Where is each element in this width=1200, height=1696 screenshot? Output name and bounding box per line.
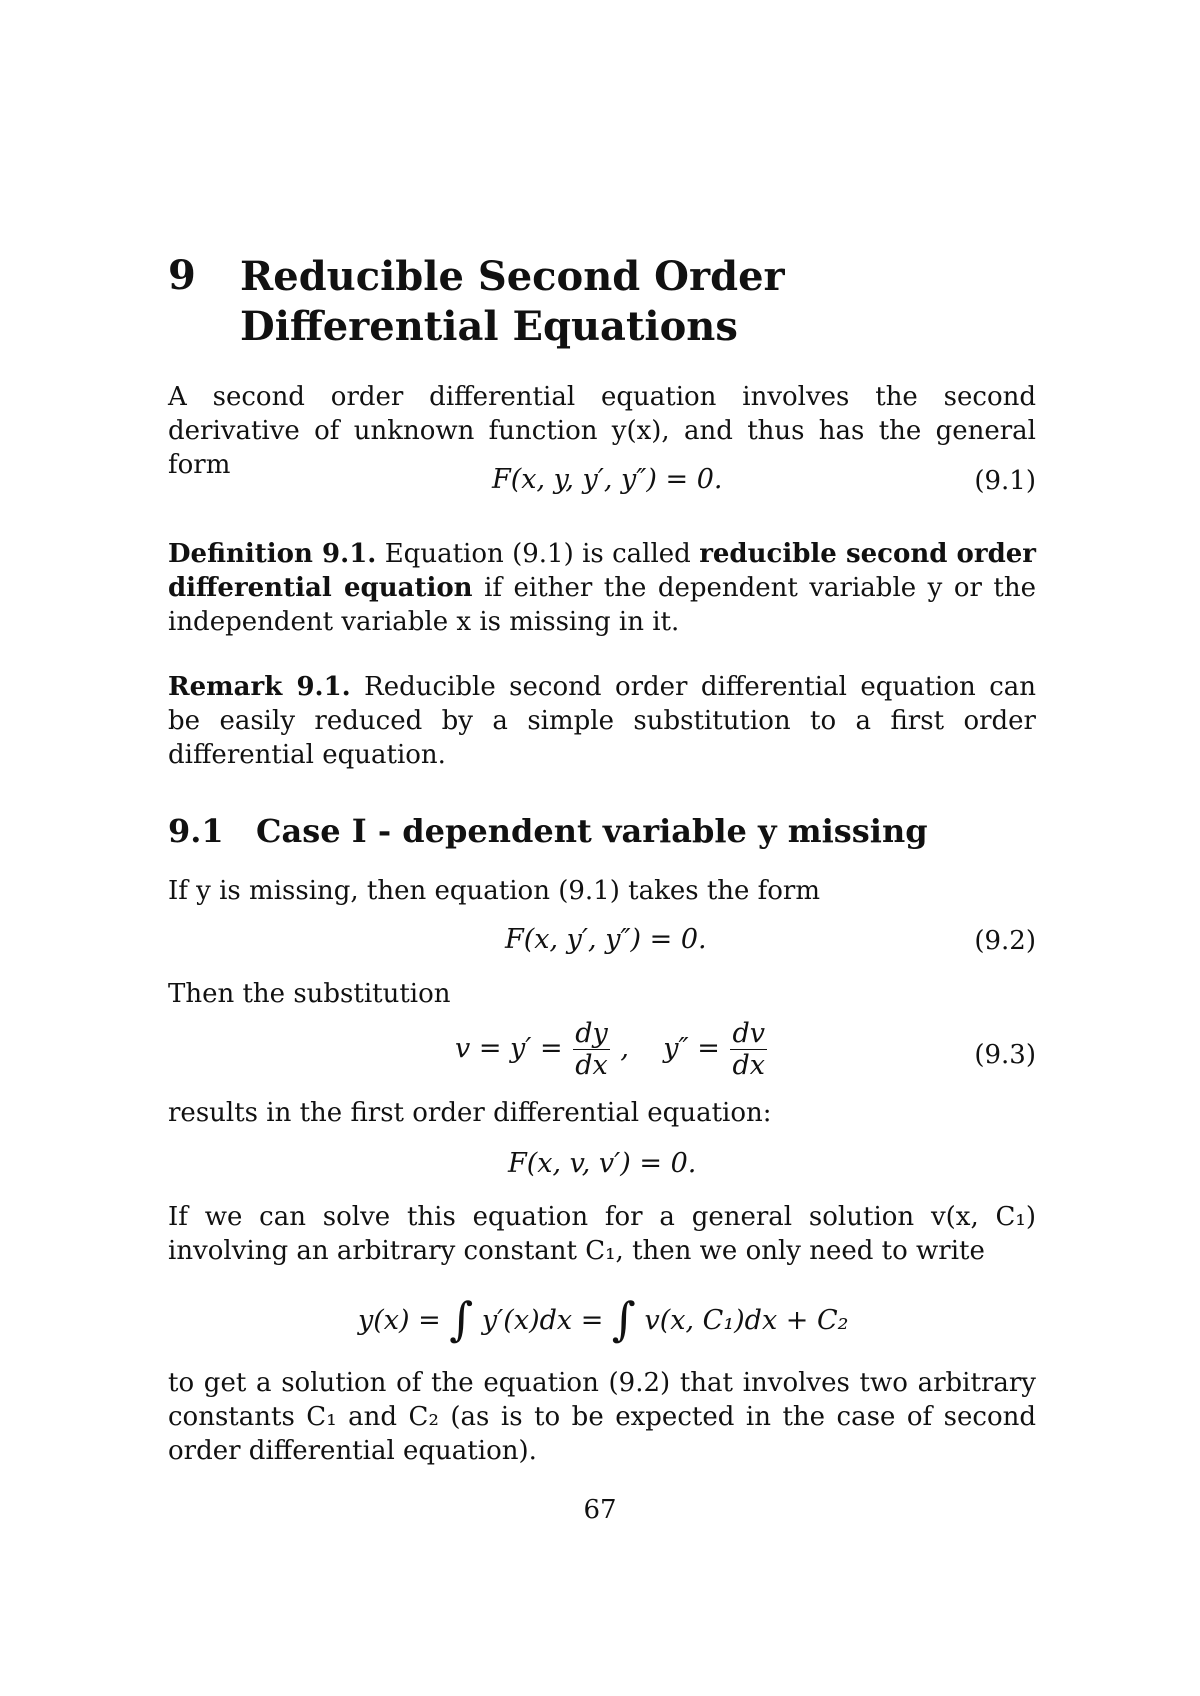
definition-text-b: if either the dependent variable y or the independent variable x is missing in it. <box>168 573 1037 637</box>
remark-heading: Remark 9.1. <box>168 672 351 702</box>
fraction-dv-dx-numerator: dv <box>732 1018 765 1049</box>
integral-equation-part3: v(x, C₁)dx + C₂ <box>644 1305 849 1336</box>
section-title: Case I - dependent variable y missing <box>256 812 928 850</box>
integral-equation-part1: y(x) = <box>358 1305 441 1336</box>
integral-sign-icon: ∫ <box>611 1292 636 1346</box>
results-paragraph: results in the first order differential equation: <box>168 1098 772 1128</box>
page-number: 67 <box>583 1495 617 1525</box>
substitution-intro: Then the substitution <box>168 979 451 1009</box>
definition-term: reducible second order differential equation <box>168 539 1036 603</box>
chapter-number: 9 <box>168 252 196 299</box>
definition-paragraph <box>168 537 1036 639</box>
equation-9-2-label: (9.2) <box>974 926 1036 956</box>
fraction-dy-dx-denominator: dx <box>575 1050 608 1081</box>
remark-paragraph <box>168 670 1036 772</box>
definition-heading: Definition 9.1. <box>168 539 377 569</box>
fraction-dv-dx <box>730 1018 767 1081</box>
equation-9-3-lhs: v = y′ = <box>455 1033 563 1064</box>
chapter-title: Reducible Second Order Differential Equations <box>240 253 785 350</box>
section-number: 9.1 <box>168 812 224 850</box>
intro-paragraph: A second order differential equation involves the second derivative of unknown function y(x), and thus has the general form <box>168 382 1036 480</box>
fraction-dy-dx <box>573 1018 610 1081</box>
equation-9-2-expr: F(x, y′, y″) = 0. <box>505 924 707 955</box>
case-intro-paragraph: If y is missing, then equation (9.1) takes the form <box>168 876 821 906</box>
equation-9-3 <box>455 1018 769 1081</box>
equation-9-2 <box>505 924 707 955</box>
integral-equation <box>358 1292 848 1346</box>
integral-equation-part2: y′(x)dx = <box>481 1305 604 1336</box>
equation-9-3-label: (9.3) <box>974 1040 1036 1070</box>
integral-sign-icon: ∫ <box>449 1292 474 1346</box>
equation-9-1 <box>492 464 722 495</box>
remark-text: Reducible second order differential equation can be easily reduced by a simple substitution to a first order differential equation. <box>168 672 1036 770</box>
first-order-equation-expr: F(x, v, v′) = 0. <box>508 1148 697 1179</box>
solve-paragraph: If we can solve this equation for a general solution v(x, C₁) involving an arbitrary constant C₁, then we only need to write <box>168 1202 1036 1266</box>
first-order-equation <box>508 1148 696 1179</box>
equation-9-1-expr: F(x, y, y′, y″) = 0. <box>492 464 723 495</box>
equation-9-3-mid: , y″ = <box>620 1033 720 1064</box>
conclusion-paragraph: to get a solution of the equation (9.2) that involves two arbitrary constants C₁ and C₂ (as is to be expected in the case of second order differential equation). <box>168 1368 1036 1466</box>
fraction-dy-dx-numerator: dy <box>575 1018 608 1049</box>
fraction-dv-dx-denominator: dx <box>732 1050 765 1081</box>
equation-9-1-label: (9.1) <box>974 466 1036 496</box>
definition-text-a: Equation (9.1) is called <box>384 539 691 569</box>
